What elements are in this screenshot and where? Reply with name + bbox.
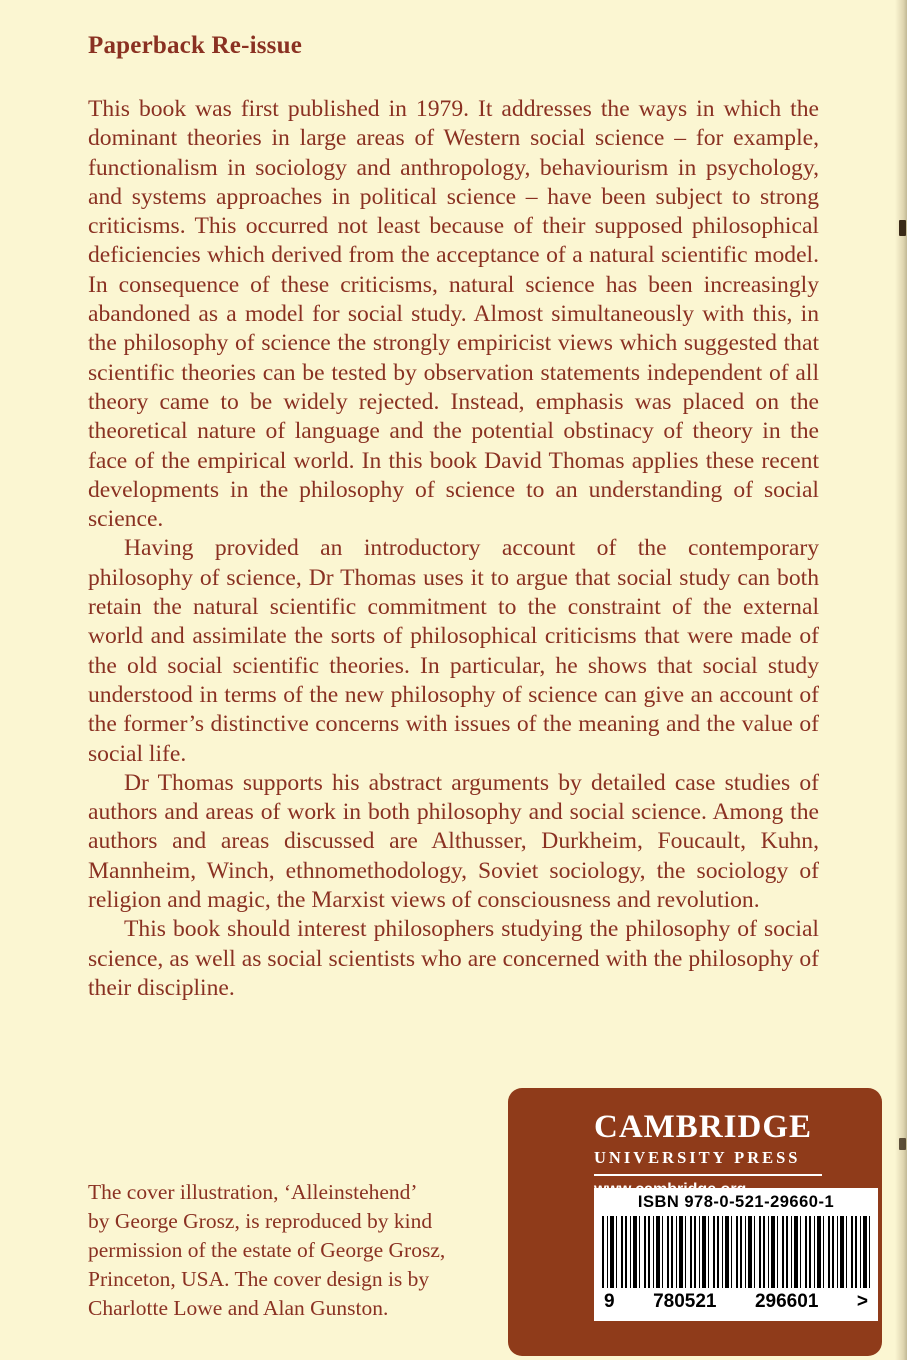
publisher-name: CAMBRIDGE [594, 1109, 813, 1145]
page-title: Paperback Re-issue [88, 32, 303, 59]
scan-artifact [899, 1138, 906, 1150]
barcode [602, 1216, 870, 1288]
isbn-barcode-box [594, 1188, 878, 1321]
isbn-number [602, 1291, 870, 1313]
blurb-paragraph: This book was first published in 1979. It addresses the ways in which the dominant theories in large areas of Western social science – for example, functionalism in sociology and anthropology, behaviourism in psychology, and systems approaches in political science – have been subject to strong criticisms. This occurred not least because of their supposed philosophical deficiencies which derived from the acceptance of a natural scientific model. In consequence of these criticisms, natural science has been increasingly abandoned as a model for social study. Almost simultaneously with this, in the philosophy of science the strongly empiricist views which suggested that scientific theories can be tested by observation statements independent of all theory came to be widely rejected. Instead, emphasis was placed on the theoretical nature of language and the potential obstinacy of theory in the face of the empirical world. In this book David Thomas applies these recent developments in the philosophy of science to an understanding of social science. [88, 96, 819, 533]
isbn-digit-group: 296601 [754, 1291, 819, 1312]
credit-line: Charlotte Lowe and Alan Gunston. [88, 1296, 389, 1320]
credit-line: by George Grosz, is reproduced by kind [88, 1209, 433, 1233]
blurb-paragraph: This book should interest philosophers studying the philosophy of social science, as well as social scientists who are concerned with the philosophy of their discipline. [88, 916, 819, 1001]
credit-line: permission of the estate of George Grosz, [88, 1238, 446, 1262]
isbn-digit-group: 780521 [653, 1291, 717, 1312]
blurb-paragraph: Having provided an introductory account of the contemporary philosophy of science, Dr Thomas uses it to argue that social study can both retain the natural scientific commitment to the constraint of the external world and assimilate the sorts of philosophical criticisms that were made of the old social scientific theories. In particular, he shows that social study understood in terms of the new philosophy of science can give an account of the former’s distinctive concerns with issues of the meaning and the value of social life. [88, 535, 819, 767]
isbn-label: ISBN 978-0-521-29660-1 [637, 1193, 835, 1211]
blurb-paragraph: Dr Thomas supports his abstract arguments by detailed case studies of authors and areas of work in both philosophy and social science. Among the authors and areas discussed are Althusser, Durkheim, Foucault, Kuhn, Mannheim, Winch, ethnomethodology, Soviet sociology, the sociology of religion and magic, the Marxist views of consciousness and revolution. [88, 769, 819, 914]
divider [594, 1174, 822, 1176]
credit-line: Princeton, USA. The cover design is by [88, 1267, 430, 1291]
scan-artifact [899, 220, 906, 236]
publisher-subtitle: UNIVERSITY PRESS [594, 1148, 801, 1167]
publisher-panel [508, 1088, 882, 1356]
page-edge-shadow [895, 0, 907, 1360]
isbn-digit-group: 9 [604, 1291, 615, 1312]
cover-credit [88, 1178, 498, 1323]
blurb-text [88, 95, 819, 1003]
barcode-arrow: > [856, 1291, 868, 1312]
credit-line: The cover illustration, ‘Alleinstehend’ [88, 1180, 418, 1204]
